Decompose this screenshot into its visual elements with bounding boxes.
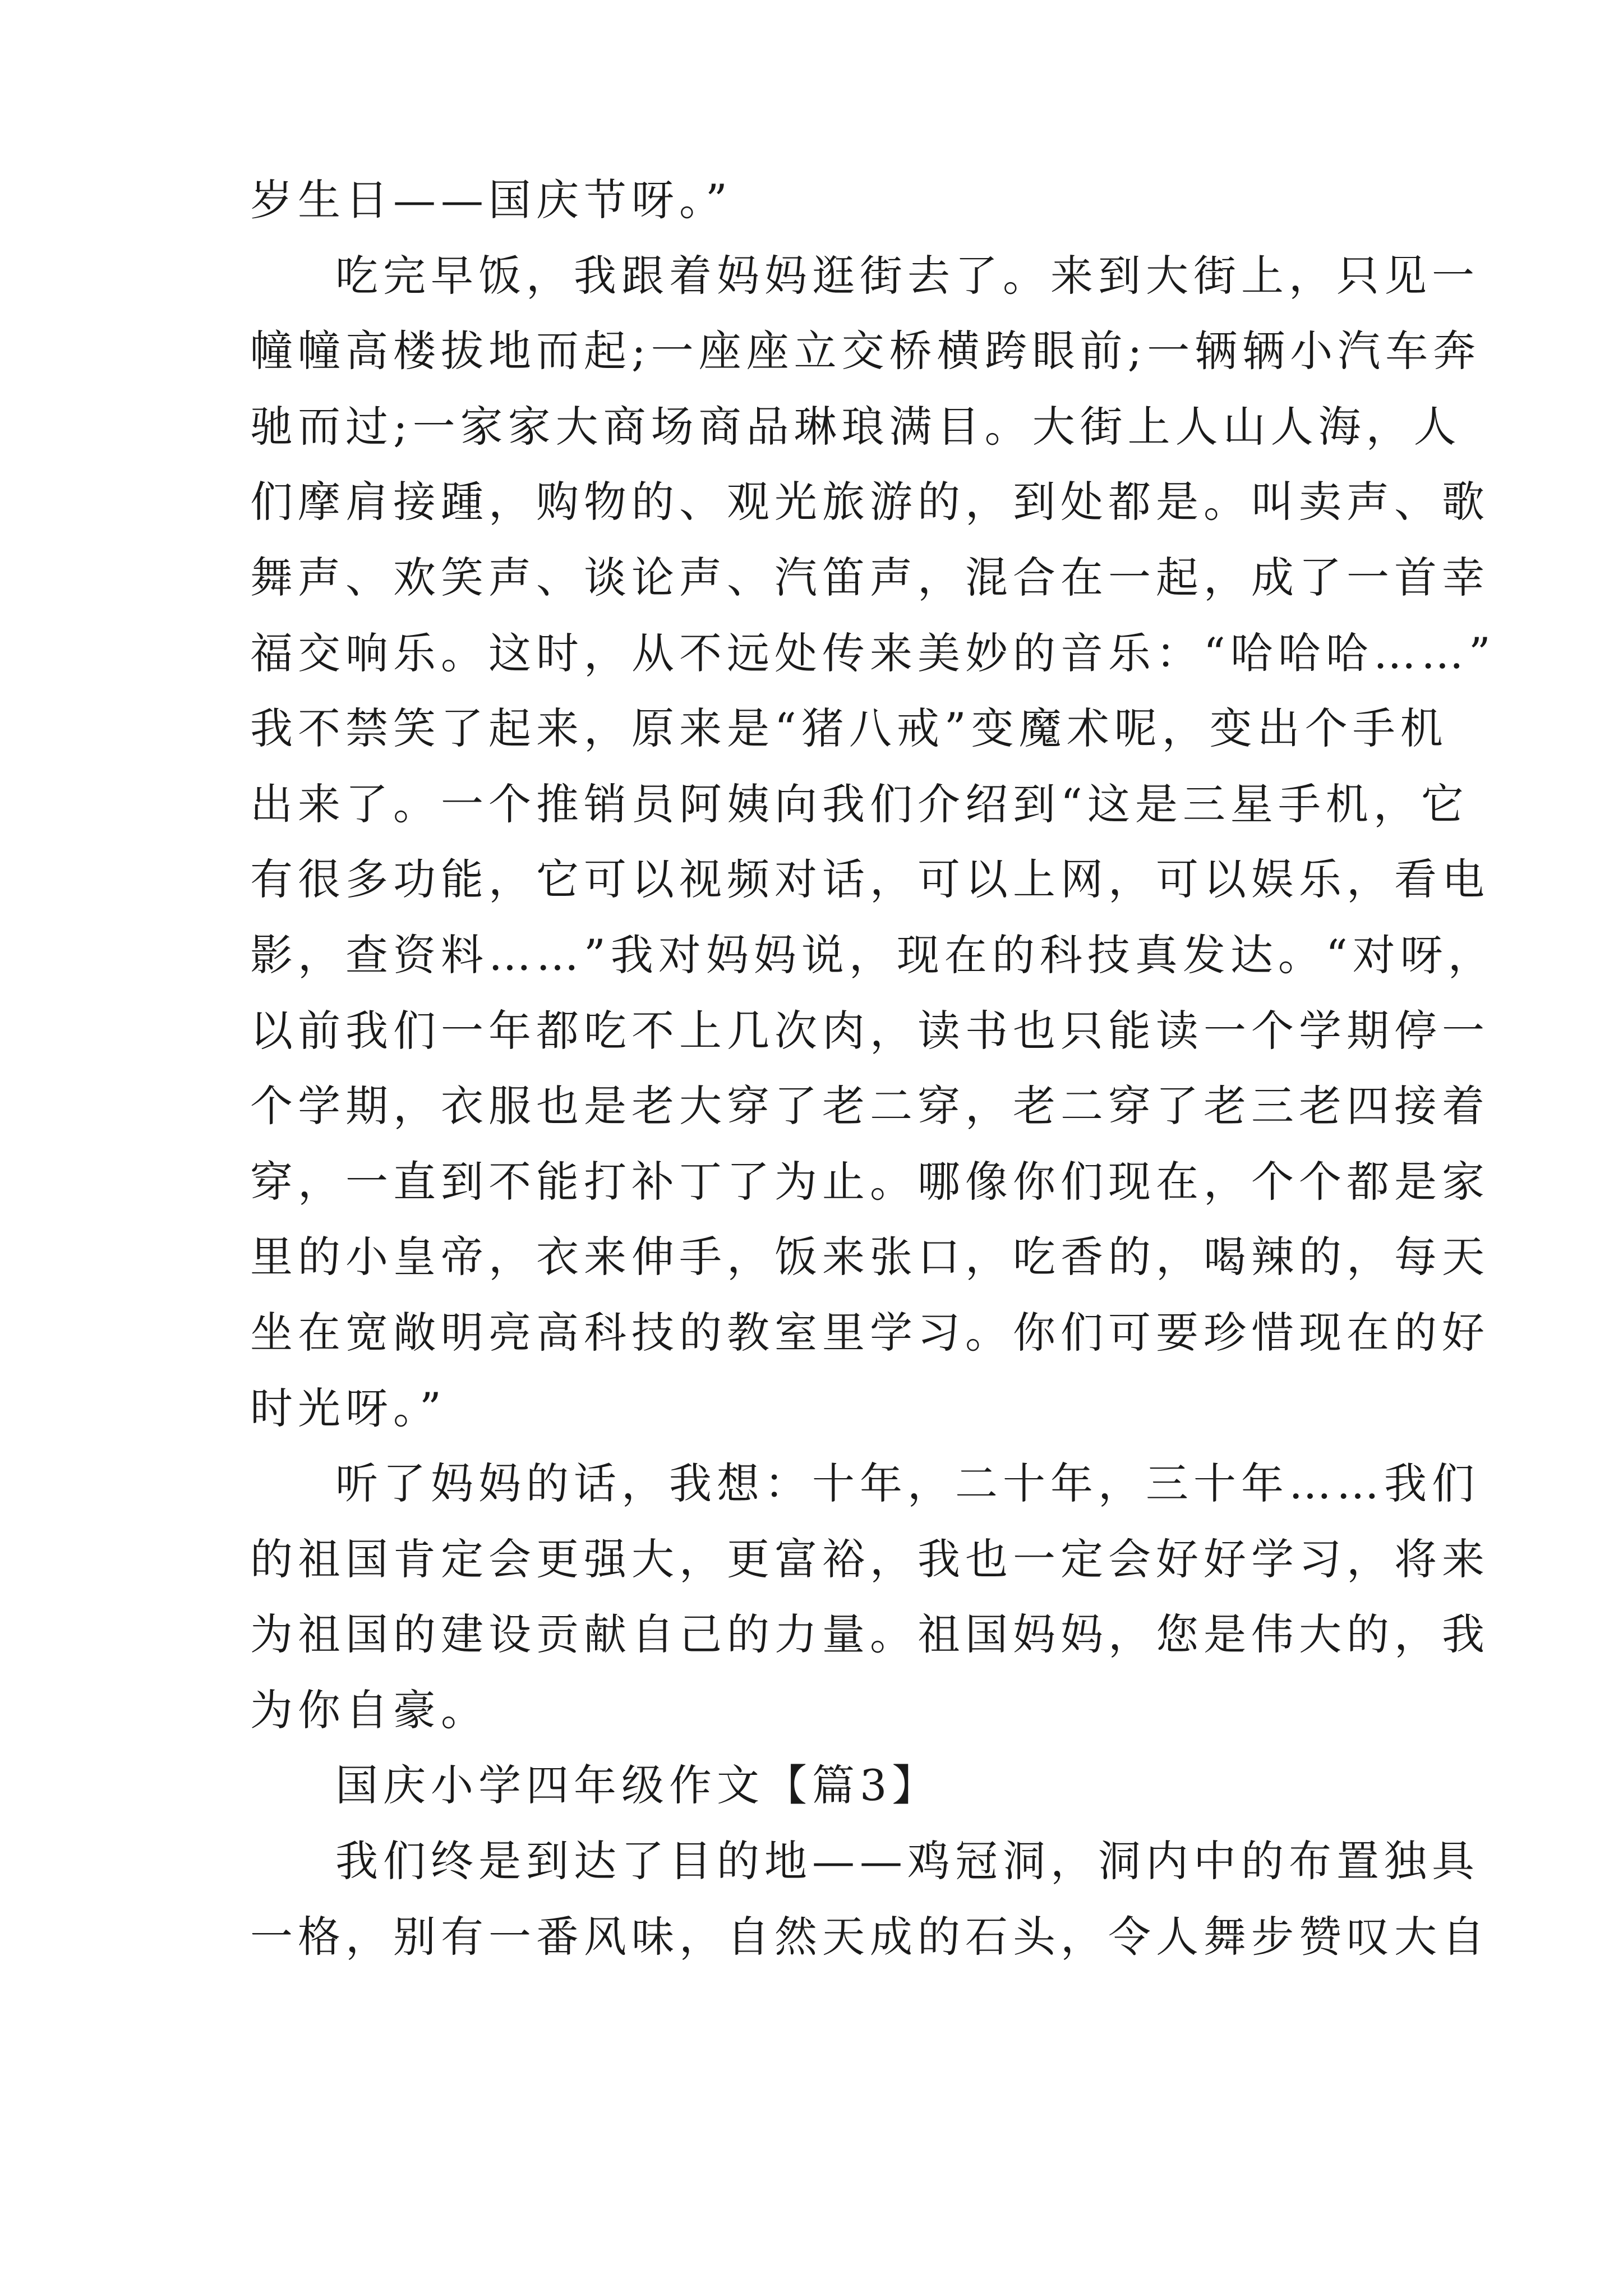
paragraph-first-line: 听了妈妈的话，我想：十年，二十年，三十年……我们 bbox=[335, 1458, 1479, 1509]
text-line: 出来了。一个推销员阿姨向我们介绍到“这是三星手机，它 bbox=[250, 779, 1469, 829]
section-heading: 国庆小学四年级作文【篇3】 bbox=[335, 1760, 940, 1811]
text-line: 舞声、欢笑声、谈论声、汽笛声，混合在一起，成了一首幸 bbox=[250, 552, 1490, 602]
text-line: 时光呀。” bbox=[250, 1383, 446, 1433]
paragraph-first-line: 吃完早饭，我跟着妈妈逛街去了。来到大街上，只见一 bbox=[335, 250, 1479, 301]
text-line: 以前我们一年都吃不上几次肉，读书也只能读一个学期停一 bbox=[250, 1005, 1490, 1056]
text-line: 我不禁笑了起来，原来是“猪八戒”变魔术呢，变出个手机 bbox=[250, 703, 1448, 754]
text-line: 穿，一直到不能打补丁了为止。哪像你们现在，个个都是家 bbox=[250, 1156, 1490, 1207]
text-line: 福交响乐。这时，从不远处传来美妙的音乐：“哈哈哈……” bbox=[250, 628, 1496, 678]
text-line: 的祖国肯定会更强大，更富裕，我也一定会好好学习，将来 bbox=[250, 1534, 1490, 1584]
text-line: 岁生日——国庆节呀。” bbox=[250, 175, 732, 225]
text-line: 有很多功能，它可以视频对话，可以上网，可以娱乐，看电 bbox=[250, 854, 1490, 905]
text-line: 一格，别有一番风味，自然天成的石头，令人舞步赞叹大自 bbox=[250, 1911, 1490, 1962]
text-line: 坐在宽敞明亮高科技的教室里学习。你们可要珍惜现在的好 bbox=[250, 1307, 1490, 1358]
text-line: 个学期，衣服也是老大穿了老二穿，老二穿了老三老四接着 bbox=[250, 1081, 1490, 1131]
essay-text bbox=[250, 163, 1496, 1975]
text-line: 为祖国的建设贡献自己的力量。祖国妈妈，您是伟大的，我 bbox=[250, 1609, 1490, 1660]
text-line: 为你自豪。 bbox=[250, 1685, 488, 1735]
text-line: 们摩肩接踵，购物的、观光旅游的，到处都是。叫卖声、歌 bbox=[250, 477, 1490, 527]
paragraph-first-line: 我们终是到达了目的地——鸡冠洞，洞内中的布置独具 bbox=[335, 1836, 1479, 1887]
text-line: 影，查资料……”我对妈妈说，现在的科技真发达。“对呀， bbox=[250, 930, 1496, 980]
text-line: 幢幢高楼拔地而起;一座座立交桥横跨眼前;一辆辆小汽车奔 bbox=[250, 326, 1481, 376]
text-line: 里的小皇帝，衣来伸手，饭来张口，吃香的，喝辣的，每天 bbox=[250, 1232, 1490, 1282]
text-line: 驰而过;一家家大商场商品琳琅满目。大街上人山人海，人 bbox=[250, 401, 1461, 452]
